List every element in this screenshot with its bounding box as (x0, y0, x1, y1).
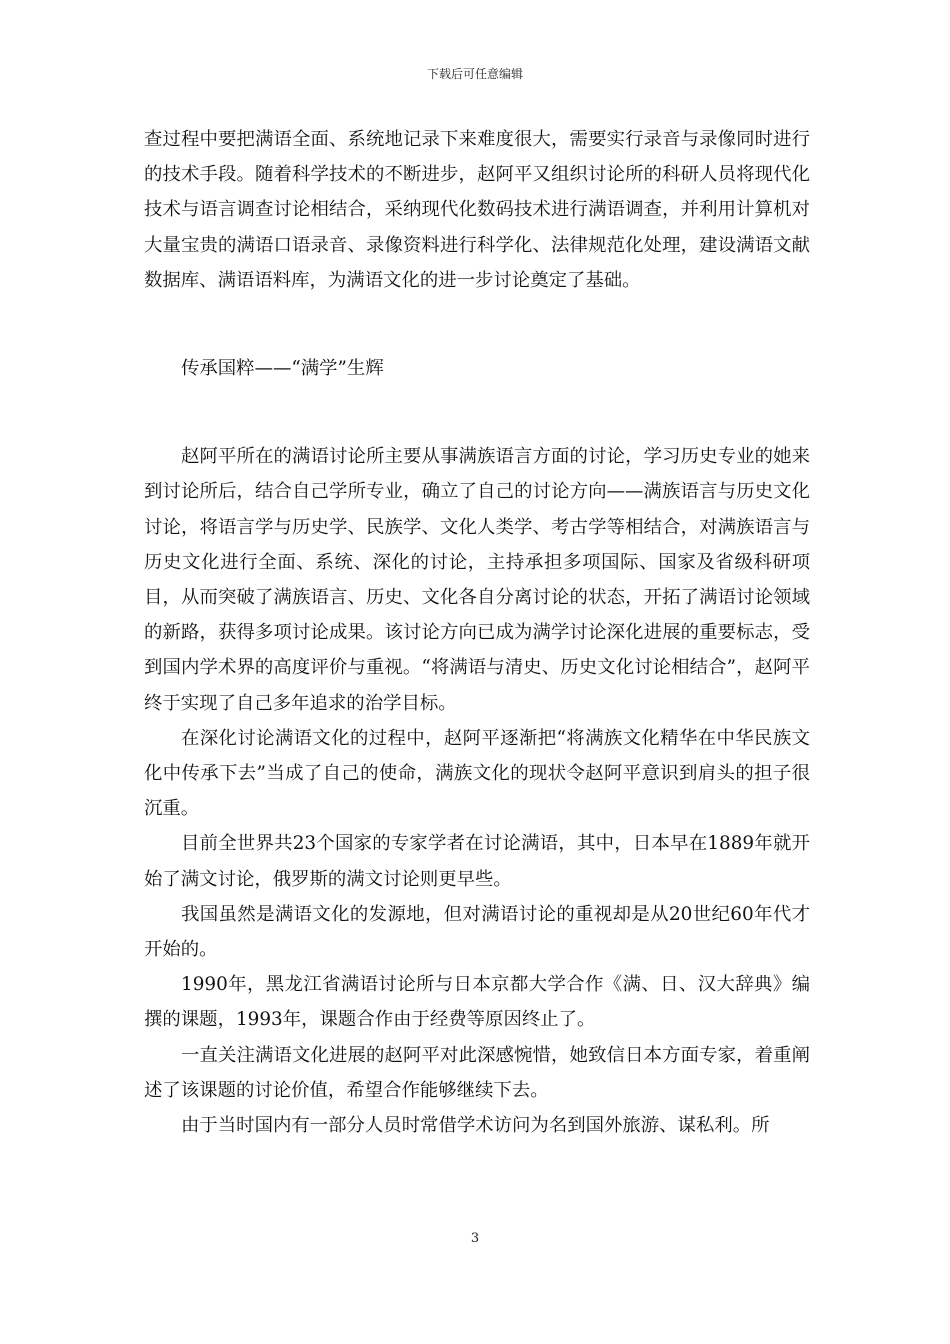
paragraph: 由于当时国内有一部分人员时常借学术访问为名到国外旅游、谋私利。所 (181, 1115, 770, 1137)
paragraph: 在深化讨论满语文化的过程中，赵阿平逐渐把“将满族文化精华在中华民族文化中传承下去”当成了自己的使命，满族文化的现状令赵阿平意识到肩头的担子很沉重。 (144, 727, 810, 820)
section-heading: 传承国粹——“满学”生辉 (181, 358, 384, 380)
paragraph: 我国虽然是满语文化的发源地，但对满语讨论的重视却是从20世纪60年代才开始的。 (144, 903, 810, 961)
paragraph: 目前全世界共23个国家的专家学者在讨论满语，其中，日本早在1889年就开始了满文讨论，俄罗斯的满文讨论则更早些。 (144, 833, 810, 890)
paragraph: 一直关注满语文化进展的赵阿平对此深感惋惜，她致信日本方面专家，着重阐述了该课题的讨论价值，希望合作能够继续下去。 (144, 1044, 810, 1101)
paragraph: 1990年，黑龙江省满语讨论所与日本京都大学合作《满、日、汉大辞典》编撰的课题，1993年，课题合作由于经费等原因终止了。 (144, 974, 810, 1031)
page-number: 3 (470, 1231, 480, 1246)
paragraph: 赵阿平所在的满语讨论所主要从事满族语言方面的讨论，学习历史专业的她来到讨论所后，结合自己学所专业，确立了自己的讨论方向——满族语言与历史文化讨论，将语言学与历史学、民族学、文化人类学、考古学等相结合，对满族语言与历史文化进行全面、系统、深化的讨论，主持承担多项国际、国家及省级科研项目，从而突破了满族语言、历史、文化各自分离讨论的状态，开拓了满语讨论领域的新路，获得多项讨论成果。该讨论方向已成为满学讨论深化进展的重要标志，受到国内学术界的高度评价与重视。“将满语与清史、历史文化讨论相结合”，赵阿平终于实现了自己多年追求的治学目标。 (144, 446, 810, 714)
page-header: 下载后可任意编辑 (426, 67, 523, 81)
paragraph-continued: 查过程中要把满语全面、系统地记录下来难度很大，需要实行录音与录像同时进行的技术手段。随着科学技术的不断进步，赵阿平又组织讨论所的科研人员将现代化技术与语言调查讨论相结合，采纳现代化数码技术进行满语调查，并利用计算机对大量宝贵的满语口语录音、录像资料进行科学化、法律规范化处理，建设满语文献数据库、满语语料库，为满语文化的进一步讨论奠定了基础。 (144, 129, 810, 291)
document-body (144, 122, 810, 1143)
